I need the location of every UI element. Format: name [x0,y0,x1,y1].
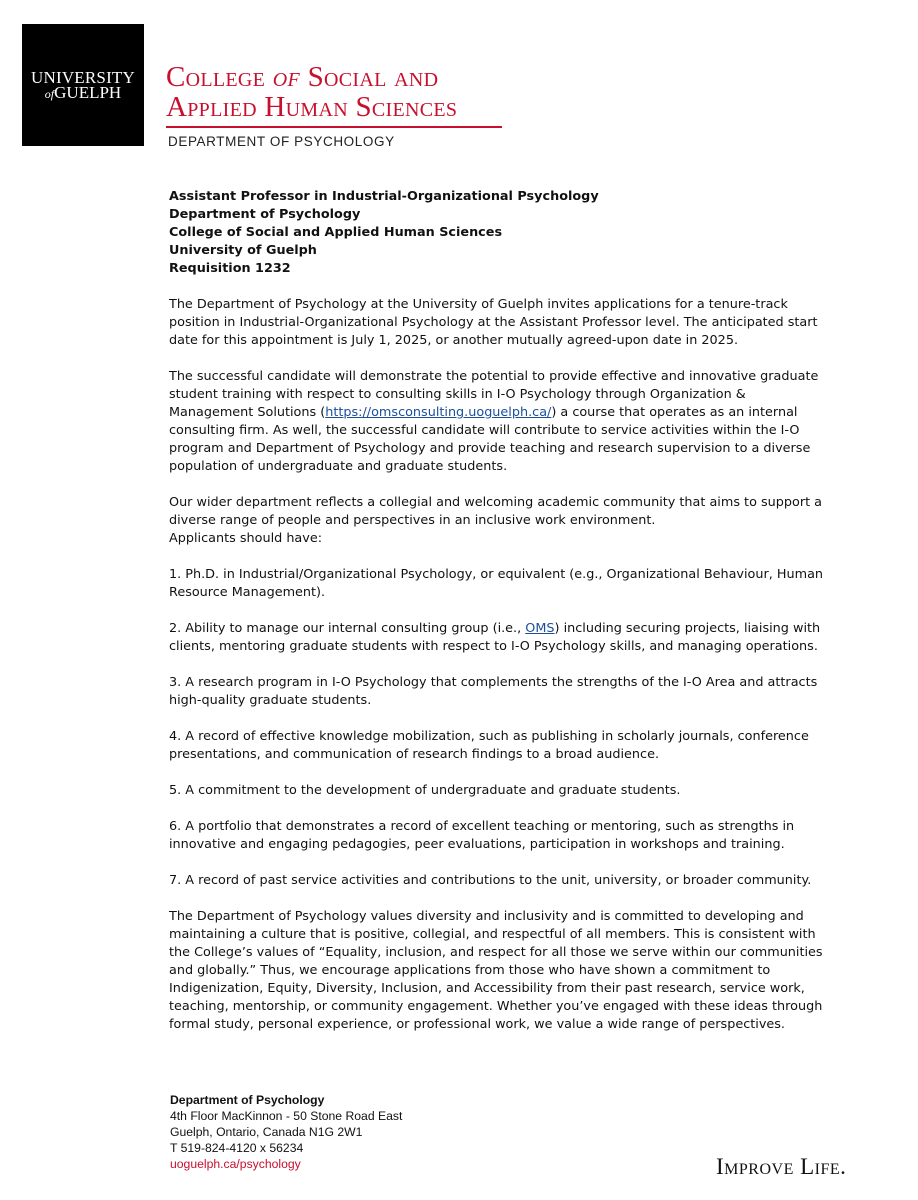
candidate-text-end: ) a course that operates as an internal consulting firm. As well, the successful candidate will contribute to service activities within the I-O program and Department of Psychology and provide teaching and research supervision to a diverse population of undergraduate and graduate students. [169,405,811,474]
intro-paragraph: The Department of Psychology at the University of Guelph invites applications for a tenure-track position in Industrial-Organizational Psychology at the Assistant Professor level. The anticipated start date for this appointment is July 1, 2025, or another mutually agreed-upon date in 2025. [169,297,818,348]
college-word-social: Social and [300,61,439,93]
requirement-2-start: 2. Ability to manage our internal consulting group (i.e., [169,621,526,636]
footer-phone: T 519-824-4120 x 56234 [170,1141,304,1155]
header-divider [166,126,502,128]
requirement-6: 6. A portfolio that demonstrates a record of excellent teaching or mentoring, such as strengths in innovative and engaging pedagogies, peer evaluations, participation in workshops and training. [169,819,795,852]
requirement-2-end: ) including securing projects, liaising with clients, mentoring graduate students with respect to I-O Psychology skills, and managing operations. [169,621,821,654]
college-wordmark [166,62,526,122]
logo-guelph-word: GUELPH [54,83,122,102]
university-logo [22,24,144,146]
logo-of-text: of [44,87,55,101]
footer-website-link[interactable]: uoguelph.ca/psychology [170,1157,301,1171]
college-word-college: College [166,61,273,93]
candidate-text-start: The successful candidate will demonstrate the potential to provide effective and innovative graduate student training with respect to consulting skills in I-O Psychology through Organization & Management Solutions ( [169,369,819,420]
requirement-2 [169,620,824,656]
oms-link[interactable]: OMS [525,621,555,636]
college-word-of: of [272,61,301,93]
footer-department: Department of Psychology [170,1093,325,1107]
logo-university-text: UNIVERSITY [31,68,135,87]
college-name-line2: Applied Human Sciences [166,91,458,123]
requirement-4: 4. A record of effective knowledge mobilization, such as publishing in scholarly journals, conference presentations, and communication of research findings to a broad audience. [169,729,809,762]
university-logo-wordmark [22,70,144,102]
diversity-paragraph: The Department of Psychology values diversity and inclusivity and is committed to developing and maintaining a culture that is positive, collegial, and respectful of all members. This is consistent with the College’s values of “Equality, inclusion, and respect for all those we serve within our communities and globally.” Thus, we encourage applications from those who have shown a commitment to Indigenization, Equity, Diversity, Inclusion, and Accessibility from their past research, service work, teaching, mentorship, or community engagement. Whether you’ve engaged with these ideas through formal study, personal experience, or professional work, we value a wide range of perspectives. [169,909,823,1032]
footer-address-line1: 4th Floor MacKinnon - 50 Stone Road East [170,1109,403,1123]
candidate-paragraph [169,368,824,476]
posting-college: College of Social and Applied Human Sciences [169,225,503,240]
footer-contact [170,1092,402,1172]
requirement-5: 5. A commitment to the development of undergraduate and graduate students. [169,783,681,798]
applicants-should-text: Applicants should have: [169,531,323,546]
posting-department: Department of Psychology [169,207,361,222]
department-subtitle: DEPARTMENT OF PSYCHOLOGY [168,134,395,149]
job-posting-body [169,188,824,1052]
requirement-7: 7. A record of past service activities and contributions to the unit, university, or broader community. [169,873,812,888]
posting-requisition: Requisition 1232 [169,261,291,276]
requirement-1: 1. Ph.D. in Industrial/Organizational Psychology, or equivalent (e.g., Organizational Behaviour, Human Resource Management). [169,567,824,600]
posting-heading [169,188,824,278]
logo-guelph-text [22,85,144,102]
community-paragraph [169,494,824,548]
requirement-3: 3. A research program in I-O Psychology that complements the strengths of the I-O Area and attracts high-quality graduate students. [169,675,818,708]
community-text: Our wider department reflects a collegial and welcoming academic community that aims to support a diverse range of people and perspectives in an inclusive work environment. [169,495,823,528]
oms-website-link[interactable]: https://omsconsulting.uoguelph.ca/ [325,405,552,420]
posting-university: University of Guelph [169,243,317,258]
footer-address-line2: Guelph, Ontario, Canada N1G 2W1 [170,1125,363,1139]
posting-title: Assistant Professor in Industrial-Organizational Psychology [169,189,599,204]
improve-life-tagline: Improve Life. [716,1154,847,1179]
college-name-line1 [166,62,526,92]
